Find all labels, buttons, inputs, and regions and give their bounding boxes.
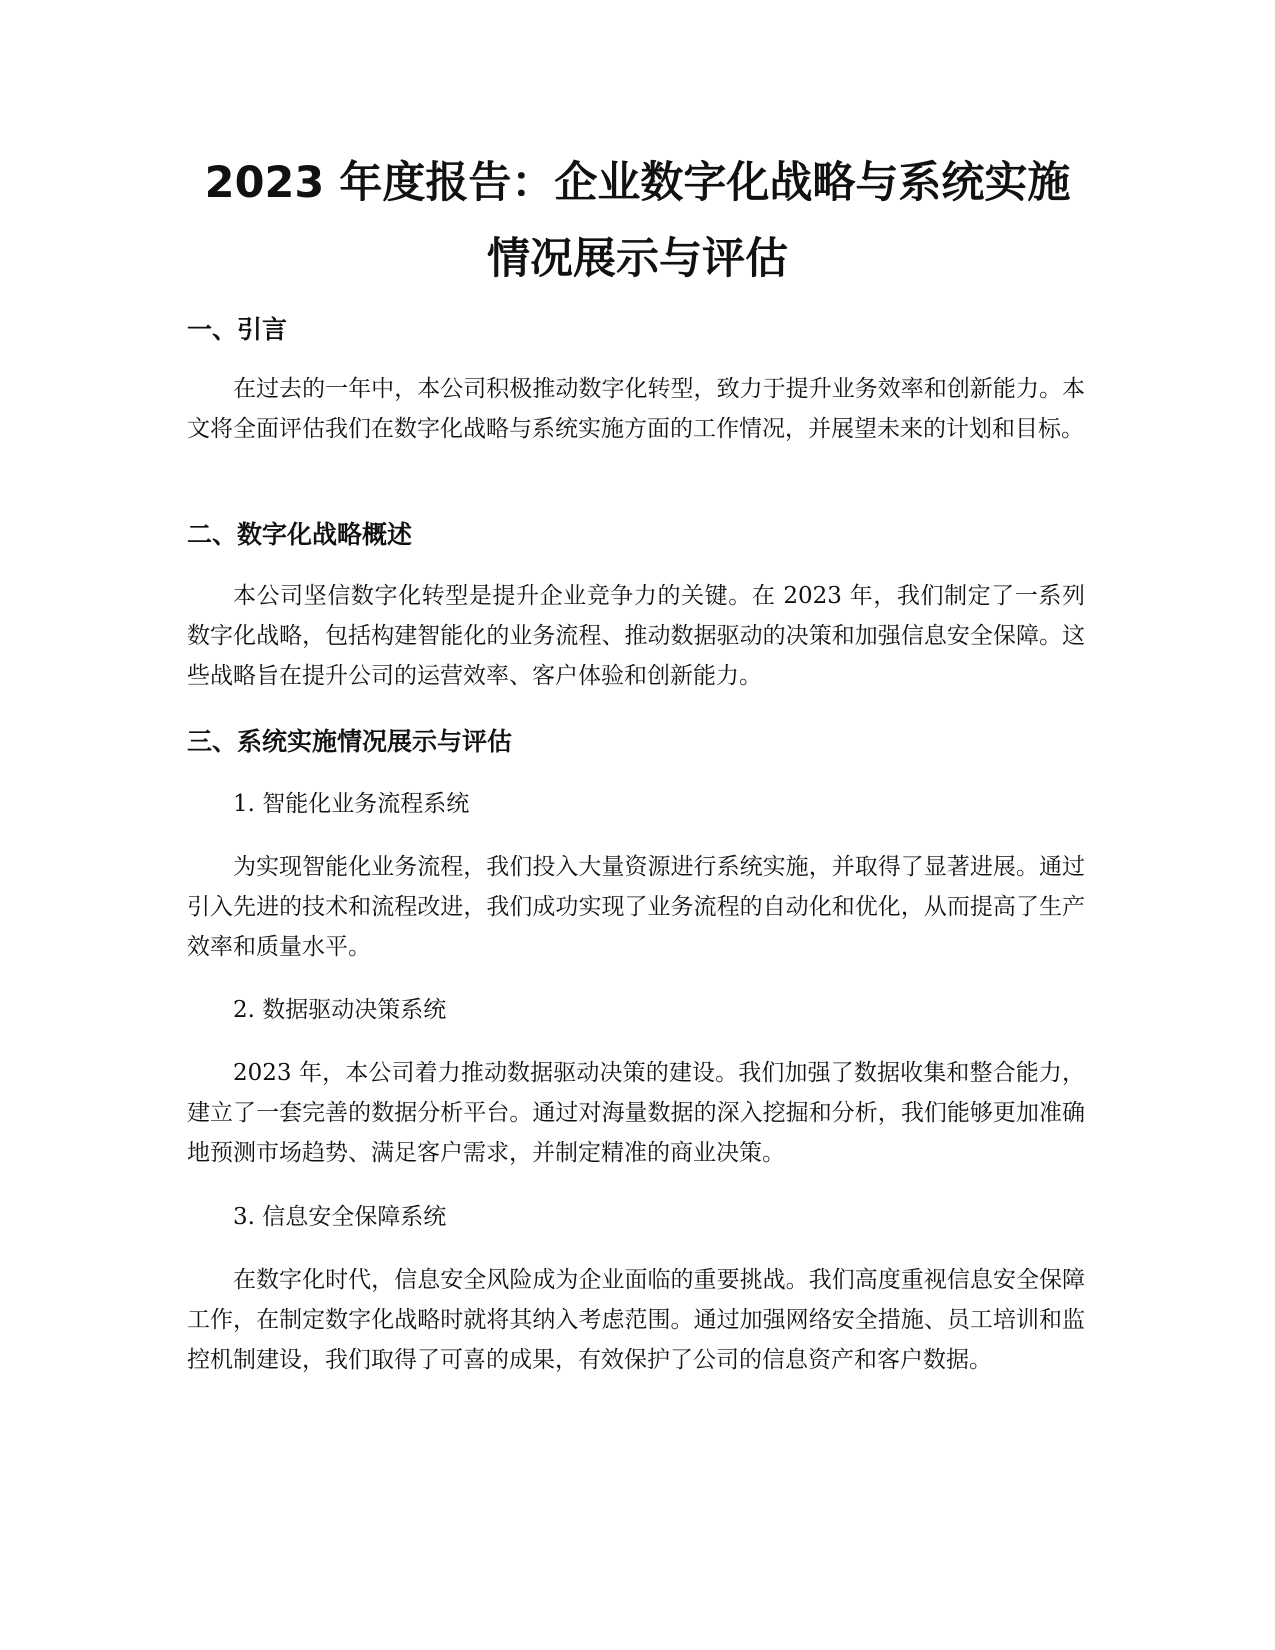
section-heading-introduction: 一、引言: [187, 315, 288, 344]
paragraph-info-security: 在数字化时代，信息安全风险成为企业面临的重要挑战。我们高度重视信息安全保障工作，在制定数字化战略时就将其纳入考虑范围。通过加强网络安全措施、员工培训和监控机制建设，我们取得了可喜的成果，有效保护了公司的信息资产和客户数据。: [187, 1267, 1085, 1373]
item-label-intelligent-process: 1. 智能化业务流程系统: [233, 791, 470, 817]
paragraph-strategy-overview: 本公司坚信数字化转型是提升企业竞争力的关键。在 2023 年，我们制定了一系列数字化战略，包括构建智能化的业务流程、推动数据驱动的决策和加强信息安全保障。这些战略旨在提升公司的运营效率、客户体验和创新能力。: [187, 583, 1085, 689]
document-title: [150, 145, 1125, 297]
paragraph-introduction: 在过去的一年中，本公司积极推动数字化转型，致力于提升业务效率和创新能力。本文将全面评估我们在数字化战略与系统实施方面的工作情况，并展望未来的计划和目标。: [187, 376, 1085, 442]
section-heading-system-implementation: 三、系统实施情况展示与评估: [187, 727, 513, 756]
item-label-info-security: 3. 信息安全保障系统: [233, 1204, 447, 1230]
item-label-data-driven: 2. 数据驱动决策系统: [233, 997, 447, 1023]
title-line-1: 2023 年度报告：企业数字化战略与系统实施: [204, 158, 1071, 208]
title-line-2: 情况展示与评估: [487, 234, 788, 284]
section-heading-strategy-overview: 二、数字化战略概述: [187, 520, 413, 549]
paragraph-data-driven: 2023 年，本公司着力推动数据驱动决策的建设。我们加强了数据收集和整合能力，建立了一套完善的数据分析平台。通过对海量数据的深入挖掘和分析，我们能够更加准确地预测市场趋势、满足客户需求，并制定精准的商业决策。: [187, 1060, 1085, 1166]
paragraph-intelligent-process: 为实现智能化业务流程，我们投入大量资源进行系统实施，并取得了显著进展。通过引入先进的技术和流程改进，我们成功实现了业务流程的自动化和优化，从而提高了生产效率和质量水平。: [187, 854, 1085, 960]
